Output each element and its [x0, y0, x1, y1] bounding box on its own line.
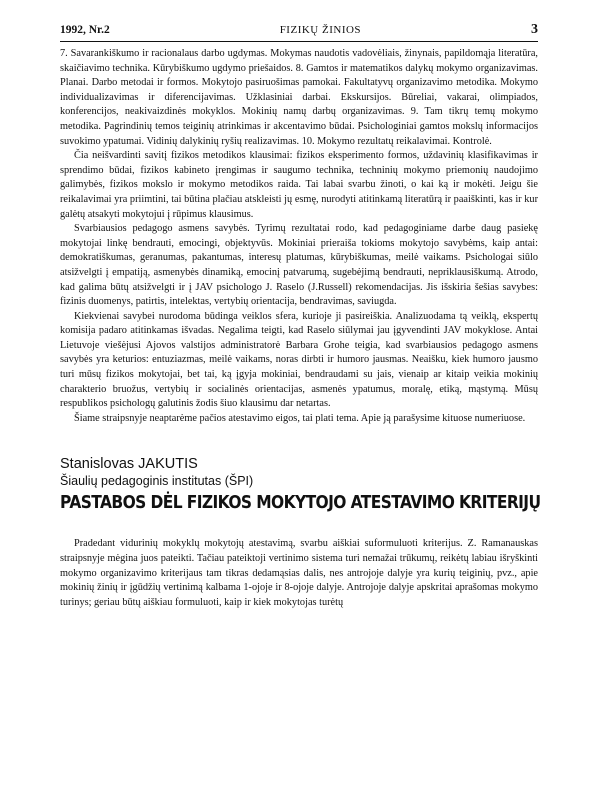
page-header	[60, 22, 538, 42]
journal-page	[60, 22, 541, 610]
paragraph: Pradedant vidurinių mokyklų mokytojų atestavimą, svarbu aiškiai suformuluoti kriterijus. Z. Ramanauskas straipsnyje mėgina juos pateikti. Tačiau pateiktoji vertinimo sistema turi nemažai trūkumų, reikėtų labiau išryškinti mokymo organizavimo kriterijaus tam tikras dedamąsias dalis, nes antrojoje dalyje yra kurių teiginių, pvz., apie mokinių žinių ir įgūdžių vertinimą kalbama 1-ojoje ir 8-ojoje dalyje. Antrojoje dalyje apskritai aprašomas mokymo turinys; geriau būtų aiškiau formuluoti, kaip ir kiek mokytojas turėtų	[60, 538, 538, 608]
article-institution: Šiaulių pedagoginis institutas (ŠPI)	[60, 474, 254, 489]
paragraph: Čia neišvardinti savitį fizikos metodikos klausimai: fizikos eksperimento formos, uždavinių klasifikavimas ir sprendimo būdai, fizikos kabineto įrengimas ir saugumo technika, techninių mokymo priemonių naudojimo galimybės, fizikos mokslo ir mokymo metodikos raida. Tai labai svarbu žinoti, o kai ką ir mokėti. Jeigu šie reikalavimai yra priimtini, tai būtina plačiau atskleisti jų esmę, nurodyti atitinkamą literatūrą ir paaiškinti, kas ir kur galėtų atsakyti mokytojui į rūpimus klausimus.	[60, 150, 538, 220]
paragraph: Svarbiausios pedagogo asmens savybės. Tyrimų rezultatai rodo, kad pedagoginiame darbe daug pasiekę mokytojai linkę bendrauti, emocingi, objektyvūs. Mokiniai prieraiša tokioms mokytojo savybėms, kaip antai: demokratiškumas, geranumas, pakantumas, interesų platumas, kūrybiškumas, meilė vaikams. Psichologai siūlo atsižvelgti į empatiją, asmenybės dinamiką, emocinį patvarumą, sugebėjimą bendrauti, nepriklausiškumą. Atrodo, kad galima būtų atsižvelgti ir į JAV psichologo J. Raselo (J.Russell) rekomendacijas. Jis išskiria šešias savybes: fizinis duomenys, patirtis, intelektas, vertybių orientacija, bendravimas, saviugda.	[60, 223, 538, 308]
journal-title: FIZIKŲ ŽINIOS	[279, 24, 362, 36]
paragraph: Šiame straipsnyje neaptarėme pačios atestavimo eigos, tai plati tema. Apie ją parašysime kituose numeriuose.	[74, 412, 526, 424]
article-title: PASTABOS DĖL FIZIKOS MOKYTOJO ATESTAVIMO KRITERIJŲ	[60, 492, 541, 514]
article-author: Stanislovas JAKUTIS	[60, 456, 198, 473]
new-article	[60, 456, 541, 610]
paragraph: 7. Savarankiškumo ir racionalaus darbo ugdymas. Mokymas naudotis vadovėliais, žinynais, papildomąja literatūra, skaičiavimo technika. Kūrybiškumo ugdymo priešaidos. 8. Gamtos ir matematikos dalykų mokymo organizavimas. Planai. Darbo metodai ir formos. Mokytojo pasiruošimas pamokai. Fakultatyvų organizavimo metodika. Mokymo individualizavimas ir diferencijavimas. Užklasiniai darbai. Ekskursijos. Būreliai, vakarai, olimpiados, konferencijos, neakivaizdinės mokyklos. Mokinių namų darbų organizavimas. 9. Tam tikrų temų mokymo metodika. Pagrindinių temos teiginių atrinkimas ir akcentavimo būdai. Psichologiniai gamtos mokslų informacijos suvokimo ypatumai. Vidinių dalykinių ryšių realizavimas. 10. Mokymo rezultatų reikalavimai. Kontrolė.	[60, 48, 538, 147]
issue-label: 1992, Nr.2	[60, 24, 110, 36]
continued-article-text	[60, 47, 538, 426]
paragraph: Kiekvienai savybei nurodoma būdinga veiklos sfera, kurioje ji pasireiškia. Analizuodama tą veiklą, ekspertų komisija padaro atitinkamas išvadas. Negalima teigti, kad Raselo siūlymai jau įgyvendinti JAV mokyklose. Antai Lietuvoje viešėjusi Ajovos valstijos administratorė Barbara Grohe teigia, kad svarbiausios pedagogo asmens savybės yra keturios: entuziazmas, meilė vaikams, noras dirbti ir humoro jausmas. Neaišku, kiek humoro jausmo turi mūsų fizikos mokytojai, bet tai, ką įgyja mokiniai, bendraudami su jais, vienaip ar kitaip veikia mokinių charakterio bruožus, vertybių ir socialinės orientacijas, asmenės ypatumus, moralę, etiką, mąstymą. Mūsų respublikos psichologų galutinis žodis šiuo klausimu dar netartas.	[60, 310, 538, 410]
page-number: 3	[531, 22, 538, 37]
article-body	[60, 537, 538, 610]
